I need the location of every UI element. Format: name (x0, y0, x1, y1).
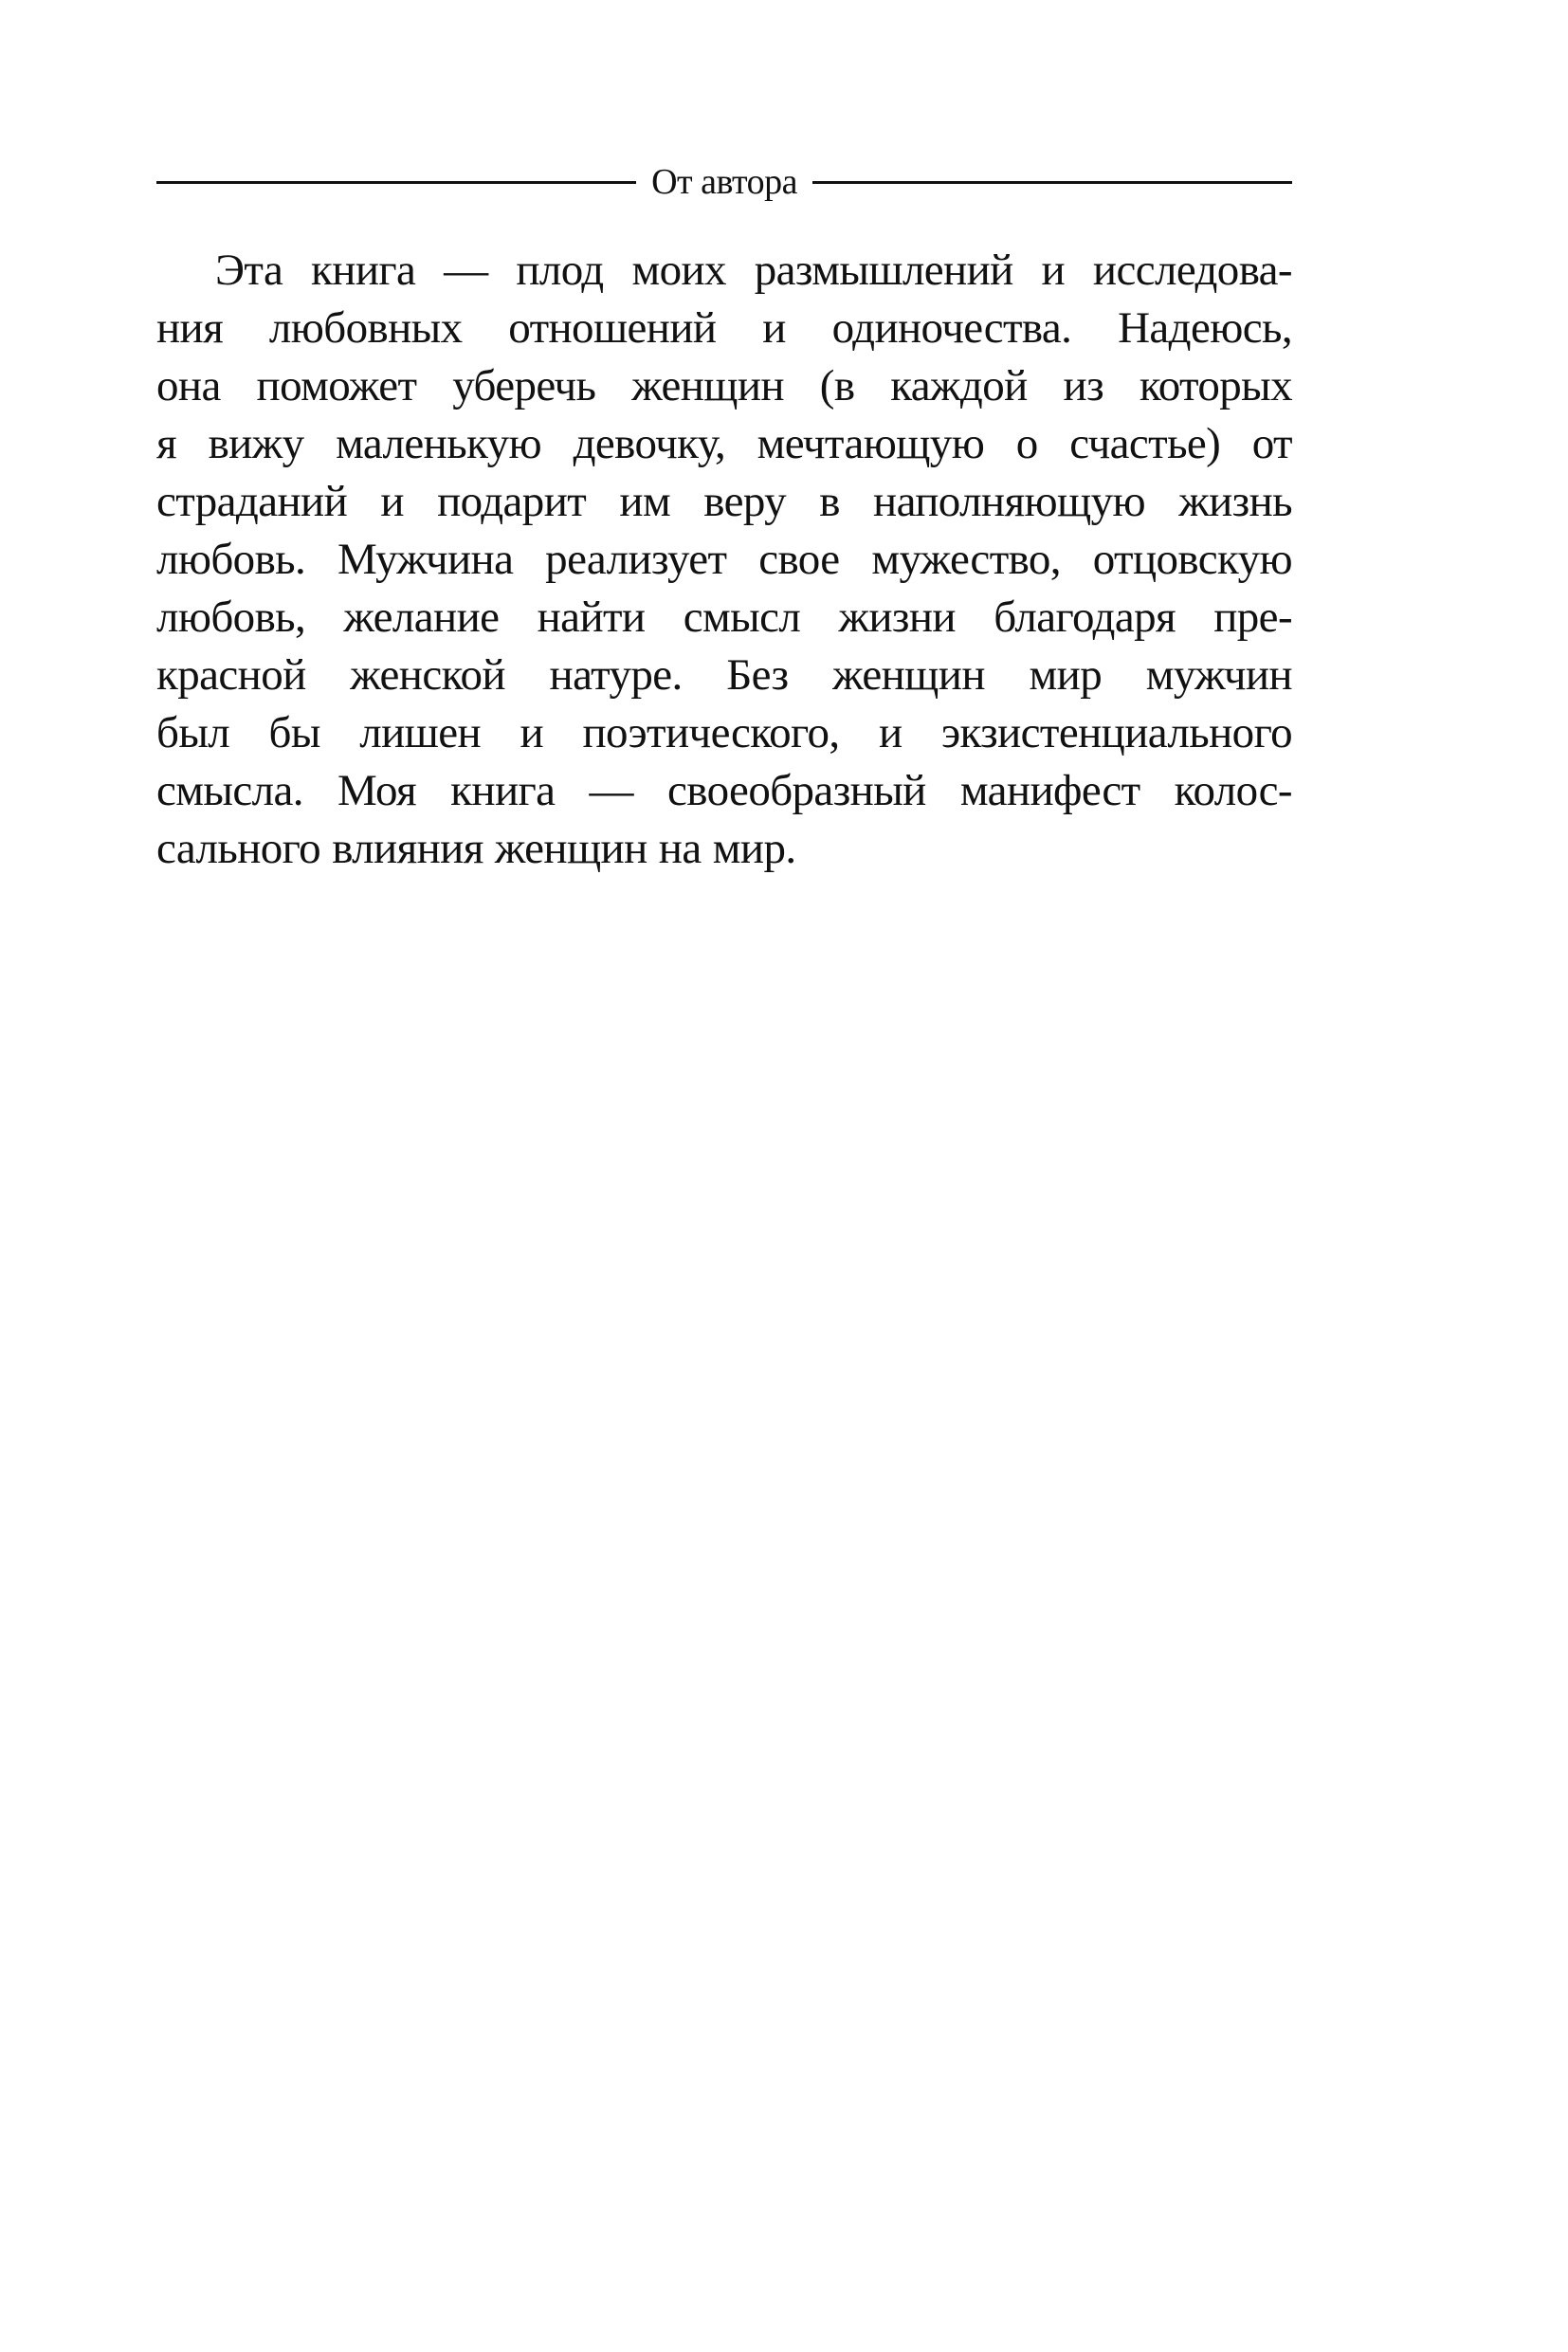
running-head (156, 159, 1292, 205)
text-line: страданий и подарит им веру в наполняющую жизнь (156, 477, 1292, 526)
body-paragraph (156, 242, 1292, 878)
text-line: она поможет уберечь женщин (в каждой из которых (156, 361, 1292, 410)
header-rule-right (812, 181, 1292, 184)
header-rule-left (156, 181, 636, 184)
text-line: Эта книга — плод моих размышлений и исследова- (215, 246, 1292, 295)
section-title: От автора (651, 162, 797, 202)
text-line: любовь, желание найти смысл жизни благодаря пре- (156, 593, 1292, 642)
text-line: ния любовных отношений и одиночества. Надеюсь, (156, 303, 1292, 353)
text-line: смысла. Моя книга — своеобразный манифест колос- (156, 766, 1292, 815)
text-line: сального влияния женщин на мир. (156, 824, 796, 873)
text-line: был бы лишен и поэтического, и экзистенциального (156, 708, 1292, 757)
text-line: красной женской натуре. Без женщин мир мужчин (156, 650, 1292, 700)
text-line: я вижу маленькую девочку, мечтающую о счастье) от (156, 419, 1292, 468)
text-line: любовь. Мужчина реализует свое мужество, отцовскую (156, 535, 1292, 584)
